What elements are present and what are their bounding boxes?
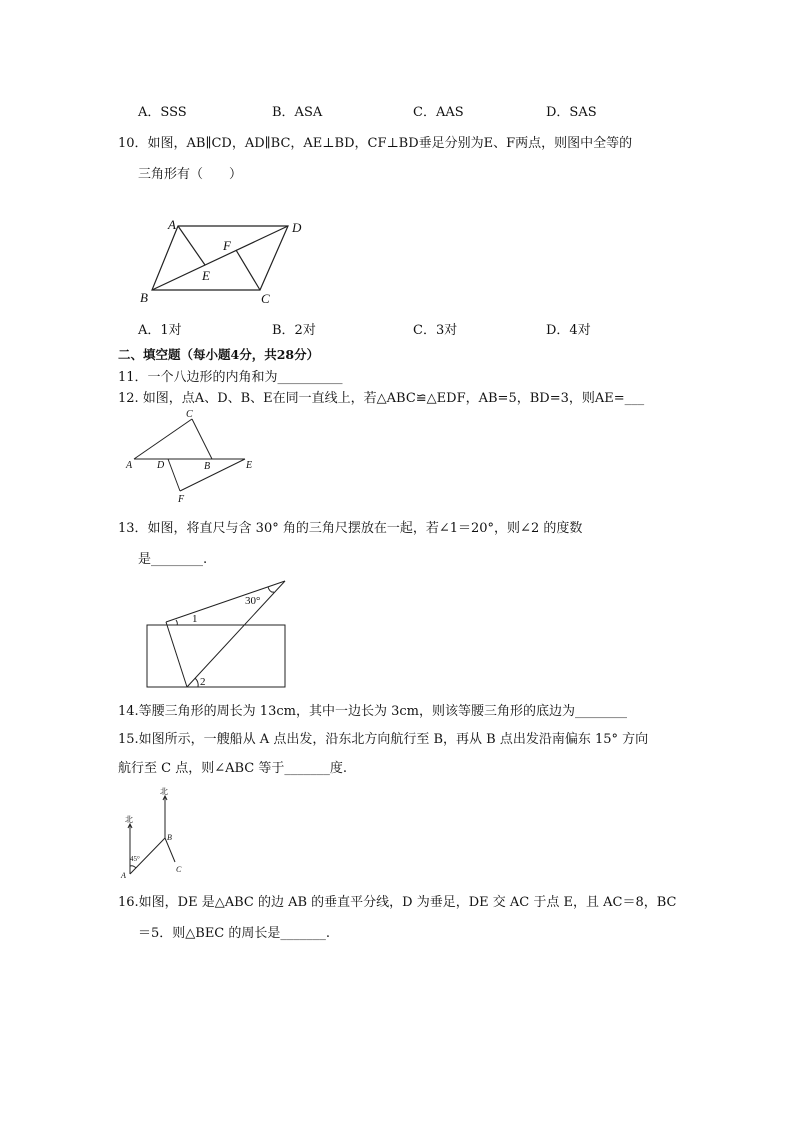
q15-bearing-figure bbox=[118, 786, 198, 882]
q10-text-line1: 10．如图，AB∥CD，AD∥BC，AE⊥BD，CF⊥BD垂足分别为E、F两点，则图中全等的 bbox=[118, 136, 633, 151]
label-c: C bbox=[261, 291, 270, 306]
label-angle-45: 45° bbox=[130, 855, 140, 863]
label-d: D bbox=[292, 220, 302, 235]
q12-text: 12. 如图，点A、D、B、E在同一直线上，若△ABC≌△EDF，AB=5，BD=3，则AE=___ bbox=[118, 391, 645, 406]
q9-option-d: D．SAS bbox=[546, 105, 597, 120]
label-c: C bbox=[186, 409, 193, 420]
q15-text-line1: 15.如图所示，一艘船从 A 点出发，沿东北方向航行至 B，再从 B 点出发沿南偏东 15° 方向 bbox=[118, 732, 649, 747]
label-angle-2: 2 bbox=[200, 676, 206, 688]
label-c: C bbox=[176, 865, 182, 874]
label-b: B bbox=[204, 461, 211, 472]
q16-text-line2: ＝5．则△BEC 的周长是_______. bbox=[138, 926, 331, 941]
label-a: A bbox=[121, 871, 126, 880]
q13-text-line1: 13．如图，将直尺与含 30° 角的三角尺摆放在一起，若∠1＝20°，则∠2 的度数 bbox=[118, 521, 583, 536]
label-d: D bbox=[157, 460, 165, 471]
label-f: F bbox=[223, 238, 231, 253]
label-a: A bbox=[168, 217, 176, 232]
q9-option-a: A．SSS bbox=[138, 105, 187, 120]
label-angle-30: 30° bbox=[245, 595, 261, 607]
label-north-b: 北 bbox=[160, 787, 168, 796]
q12-triangles-figure bbox=[120, 405, 270, 505]
q10-text-line2: 三角形有（ ） bbox=[138, 167, 243, 182]
q13-text-line2: 是________. bbox=[138, 552, 208, 567]
q15-text-line2: 航行至 C 点，则∠ABC 等于_______度. bbox=[118, 761, 347, 776]
q10-parallelogram-figure bbox=[130, 212, 310, 312]
label-b: B bbox=[140, 290, 148, 305]
q10-option-b: B．2对 bbox=[272, 323, 316, 338]
label-north-a: 北 bbox=[125, 815, 133, 824]
q10-option-a: A．1对 bbox=[138, 323, 182, 338]
q10-option-d: D．4对 bbox=[546, 323, 591, 338]
q10-option-c: C．3对 bbox=[413, 323, 458, 338]
q14-text: 14.等腰三角形的周长为 13cm，其中一边长为 3cm，则该等腰三角形的底边为________ bbox=[118, 704, 627, 719]
q9-option-c: C．AAS bbox=[413, 105, 464, 120]
q9-option-b: B．ASA bbox=[272, 105, 323, 120]
q16-text-line1: 16.如图，DE 是△ABC 的边 AB 的垂直平分线，D 为垂足，DE 交 AC 于点 E，且 AC＝8，BC bbox=[118, 895, 677, 910]
label-e: E bbox=[202, 268, 210, 283]
q13-ruler-triangle-figure bbox=[140, 574, 295, 692]
label-f: F bbox=[178, 494, 185, 505]
label-b: B bbox=[167, 833, 172, 842]
q11-text: 11．一个八边形的内角和为__________ bbox=[118, 370, 343, 385]
label-a: A bbox=[126, 460, 133, 471]
label-angle-1: 1 bbox=[192, 613, 198, 625]
label-e: E bbox=[246, 460, 253, 471]
section-heading: 二、填空题（每小题4分，共28分） bbox=[118, 347, 320, 362]
